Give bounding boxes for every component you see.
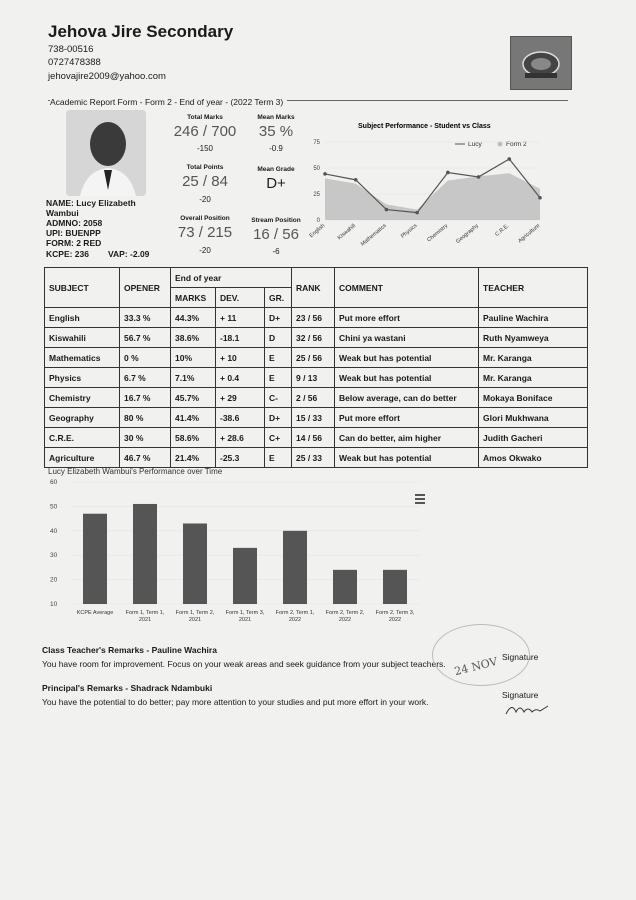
bar-xtick-label: Form 1, Term 2, 2021 [175,610,215,623]
cell-rank: 25 / 56 [292,348,335,368]
line-xtick-label: Chemistry [426,222,450,244]
cell-subject: Geography [45,408,120,428]
line-xtick-label: Mathematics [359,222,388,248]
bar [383,570,407,604]
student-form: FORM: 2 RED [46,238,102,248]
line-chart-title: Subject Performance - Student vs Class [358,123,491,130]
cell-teacher: Mr. Karanga [479,368,588,388]
bar-ytick-label: 40 [50,527,58,535]
line-xtick-label: Agriculture [517,222,542,245]
student-kcpe: KCPE: 236 [46,249,89,259]
cell-gr: C+ [265,428,292,448]
overall-position-value: 73 / 215 [177,224,233,241]
table-row [45,408,588,428]
bar-ytick-label: 50 [50,503,58,511]
th-comment: COMMENT [335,268,479,308]
bar-xtick-label: Form 2, Term 1, 2022 [275,610,315,623]
table-row [45,428,588,448]
cell-marks: 44.3% [171,308,216,328]
bar [183,523,207,604]
cell-dev: + 10 [216,348,265,368]
cell-rank: 32 / 56 [292,328,335,348]
cell-opener: 56.7 % [120,328,171,348]
cell-marks: 21.4% [171,448,216,468]
line-ytick-label: 0 [316,218,320,224]
total-points-label: Total Points [186,164,224,171]
cell-rank: 2 / 56 [292,388,335,408]
lucy-point [538,196,542,200]
line-ytick-label: 25 [313,192,320,198]
report-title: Academic Report Form - Form 2 - End of year - (2022 Term 3) [50,97,287,107]
mean-marks-label: Mean Marks [257,114,295,121]
cell-subject: Chemistry [45,388,120,408]
cell-dev: + 28.6 [216,428,265,448]
cell-marks: 41.4% [171,408,216,428]
cell-teacher: Pauline Wachira [479,308,588,328]
overall-position-dev: -20 [199,246,211,255]
bar-chart-title: Lucy Elizabeth Wambui's Performance over Time [48,467,223,476]
cell-comment: Chini ya wastani [335,328,479,348]
cell-teacher: Glori Mukhwana [479,408,588,428]
overall-position-label: Overall Position [180,215,230,222]
bar [83,514,107,604]
cell-opener: 16.7 % [120,388,171,408]
bar [133,504,157,604]
cell-gr: D+ [265,408,292,428]
cell-teacher: Amos Okwako [479,448,588,468]
principal-signature-label: Signature [502,690,539,700]
line-xtick-label: Kiswahili [336,222,357,242]
cell-marks: 10% [171,348,216,368]
total-points-value: 25 / 84 [182,173,228,190]
line-xtick-label: C.R.E. [494,222,511,238]
performance-over-time-chart [30,462,430,640]
cell-opener: 33.3 % [120,308,171,328]
cell-opener: 6.7 % [120,368,171,388]
cell-marks: 38.6% [171,328,216,348]
cell-dev: + 0.4 [216,368,265,388]
bar [333,570,357,604]
bar-xtick-label: Form 1, Term 3, 2021 [225,610,265,623]
cell-gr: E [265,348,292,368]
line-ytick-label: 75 [313,140,320,146]
total-points-dev: -20 [199,195,211,204]
legend-lucy-label: Lucy [468,141,482,148]
school-phone: 0727478388 [48,57,101,68]
school-email: jehovajire2009@yahoo.com [48,71,166,82]
total-marks-dev: -150 [196,144,213,153]
cell-teacher: Mr. Karanga [479,348,588,368]
cell-dev: -38.6 [216,408,265,428]
cell-dev: -25.3 [216,448,265,468]
stream-position-label: Stream Position [251,217,301,224]
lucy-point [477,175,481,179]
class-teacher-signature-label: Signature [502,652,539,662]
bar-xtick-label: Form 2, Term 3, 2022 [375,610,415,623]
bar-ytick-label: 60 [50,479,58,486]
cell-rank: 15 / 33 [292,408,335,428]
cell-subject: Mathematics [45,348,120,368]
cell-dev: + 29 [216,388,265,408]
legend-form2-label: Form 2 [506,141,527,148]
cell-teacher: Mokaya Boniface [479,388,588,408]
lucy-point [323,172,327,176]
th-teacher: TEACHER [479,268,588,308]
th-subject: SUBJECT [45,268,120,308]
cell-marks: 7.1% [171,368,216,388]
principal-remarks-text: You have the potential to do better; pay more attention to your studies and put more effort in your work. [42,697,429,707]
cell-subject: Kiswahili [45,328,120,348]
school-stamp [432,624,530,686]
student-upi: UPI: BUENPP [46,228,101,238]
cell-teacher: Judith Gacheri [479,428,588,448]
principal-signature [504,700,550,718]
bar [283,531,307,604]
table-row [45,388,588,408]
total-marks-label: Total Marks [187,114,223,121]
school-box: 738-00516 [48,44,94,55]
lucy-point [354,178,358,182]
cell-rank: 25 / 33 [292,448,335,468]
cell-opener: 30 % [120,428,171,448]
bar-ytick-label: 30 [50,552,58,560]
bar-ytick-label: 10 [50,601,58,608]
cell-comment: Weak but has potential [335,368,479,388]
school-logo [510,36,572,90]
class-teacher-remarks-title: Class Teacher's Remarks - Pauline Wachira [42,645,217,655]
bar [233,548,257,604]
chart-menu-icon[interactable] [415,494,425,504]
cell-gr: C- [265,388,292,408]
th-rank: RANK [292,268,335,308]
cell-marks: 58.6% [171,428,216,448]
mean-grade-value: D+ [266,175,286,192]
school-name: Jehova Jire Secondary [48,22,234,41]
cell-teacher: Ruth Nyamweya [479,328,588,348]
bar-xtick-label: Form 2, Term 2, 2022 [325,610,365,623]
th-opener: OPENER [120,268,171,308]
lucy-point [507,157,511,161]
cell-opener: 46.7 % [120,448,171,468]
line-xtick-label: Physics [400,222,419,240]
cell-rank: 9 / 13 [292,368,335,388]
line-xtick-label: English [308,222,327,240]
stream-position-value: 16 / 56 [253,226,299,243]
mean-marks-value: 35 % [258,123,294,140]
student-admno: ADMNO: 2058 [46,218,103,228]
cell-rank: 14 / 56 [292,428,335,448]
table-row [45,328,588,348]
cell-gr: D+ [265,308,292,328]
th-grade: GR. [265,288,292,308]
mean-grade-label: Mean Grade [257,166,295,173]
total-marks-value: 246 / 700 [173,123,237,140]
cell-gr: D [265,328,292,348]
cell-comment: Can do better, aim higher [335,428,479,448]
cell-dev: + 11 [216,308,265,328]
cell-comment: Put more effort [335,408,479,428]
cell-dev: -18.1 [216,328,265,348]
cell-comment: Weak but has potential [335,348,479,368]
table-row [45,308,588,328]
stream-position-dev: -6 [272,247,280,256]
cell-comment: Below average, can do better [335,388,479,408]
student-vap: VAP: -2.09 [108,249,150,259]
lucy-point [415,211,419,215]
mean-marks-dev: -0.9 [269,144,283,153]
table-row [45,348,588,368]
class-teacher-remarks-text: You have room for improvement. Focus on your weak areas and seek guidance from your subject teachers. [42,659,446,669]
cell-comment: Weak but has potential [335,448,479,468]
bar-ytick-label: 20 [50,576,58,584]
cell-subject: Agriculture [45,448,120,468]
cell-subject: C.R.E. [45,428,120,448]
bar-xtick-label: Form 1, Term 1, 2021 [125,610,165,623]
stamp-date: 24 NOV [453,654,499,679]
marks-table [44,267,588,468]
cell-rank: 23 / 56 [292,308,335,328]
line-xtick-label: Geography [455,222,480,246]
lucy-point [385,208,389,212]
lucy-point [446,171,450,175]
th-dev: DEV. [216,288,265,308]
bar-xtick-label: KCPE Average [76,610,114,616]
cell-opener: 0 % [120,348,171,368]
cell-subject: English [45,308,120,328]
student-name: NAME: Lucy Elizabeth Wambui [46,198,136,218]
cell-opener: 80 % [120,408,171,428]
cell-marks: 45.7% [171,388,216,408]
cell-gr: E [265,368,292,388]
line-ytick-label: 50 [313,166,320,172]
cell-gr: E [265,448,292,468]
th-marks: MARKS [171,288,216,308]
th-end-of-year: End of year [171,268,292,288]
principal-remarks-title: Principal's Remarks - Shadrack Ndambuki [42,683,213,693]
student-photo [66,110,146,196]
table-row [45,368,588,388]
cell-subject: Physics [45,368,120,388]
subject-performance-chart [300,112,590,272]
cell-comment: Put more effort [335,308,479,328]
